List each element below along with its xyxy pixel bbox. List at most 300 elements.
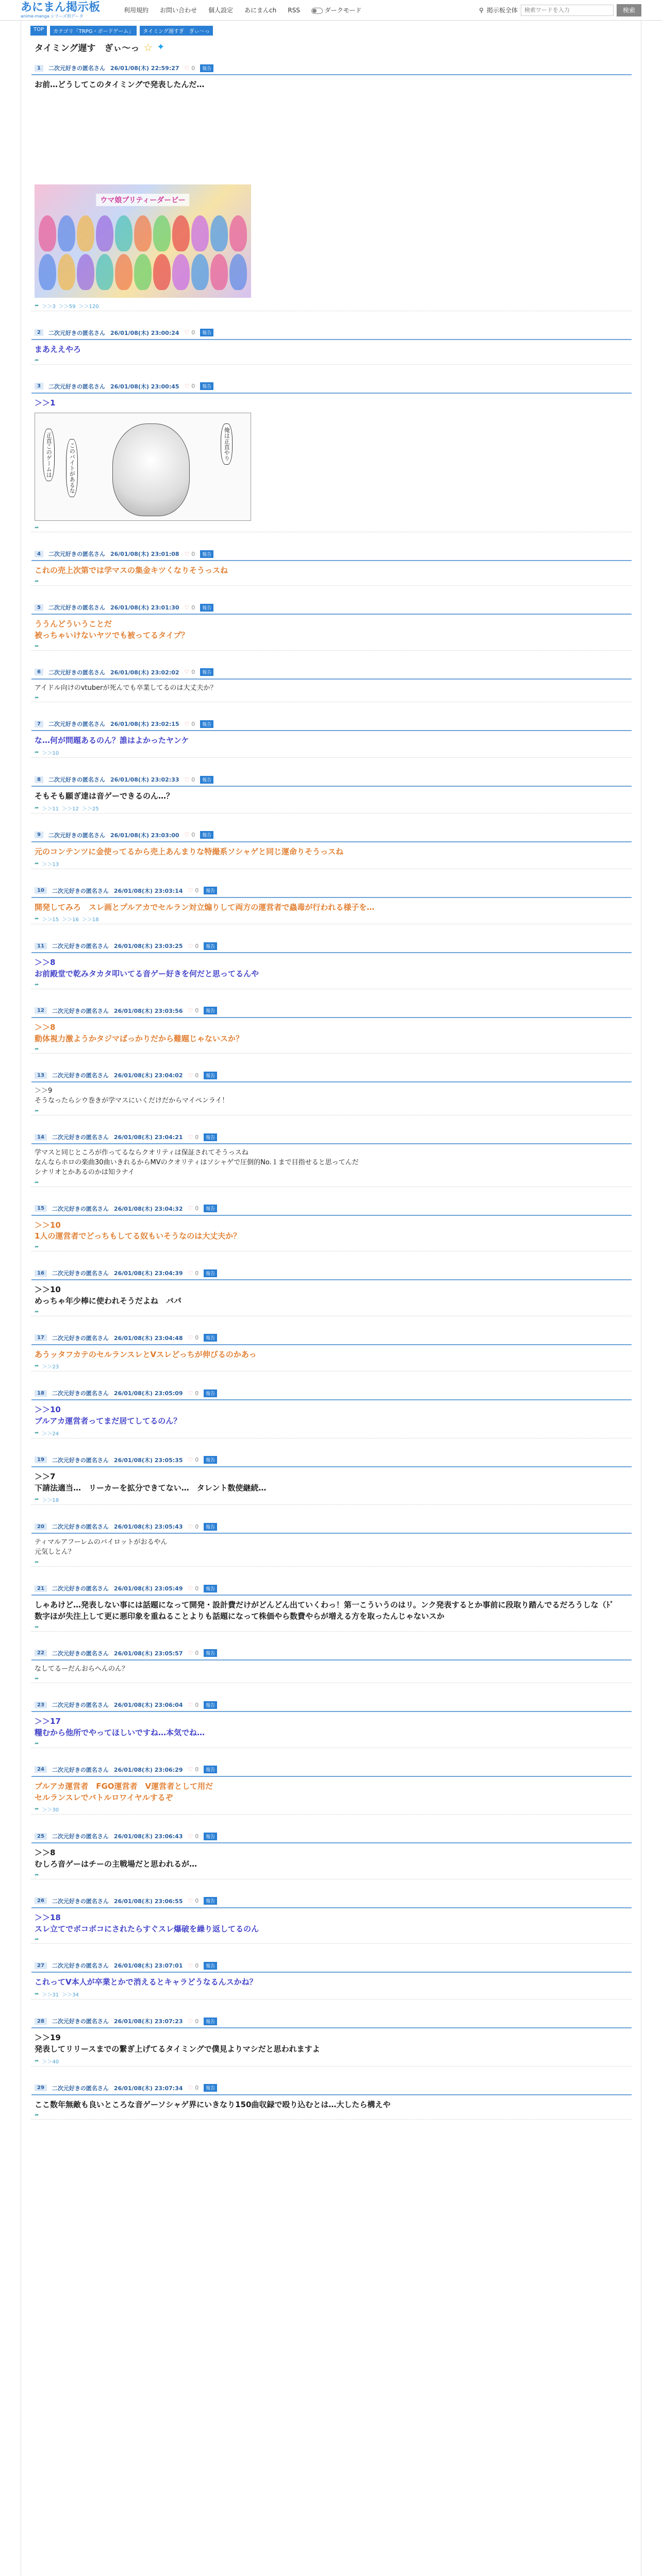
reply-area xyxy=(31,1558,632,1566)
heart-icon: ♡ xyxy=(184,720,190,727)
reply-icon[interactable]: ➦ xyxy=(35,1179,39,1185)
post-date: 26/01/08(木) 23:05:57 xyxy=(113,1650,183,1657)
reply-icon: ➦ xyxy=(35,302,39,309)
toggle-switch-icon[interactable] xyxy=(311,8,323,14)
post-body: ＞＞18 スレ立てでボコボコにされたらすぐスレ爆破を繰り返してるのん xyxy=(35,1912,259,1934)
like-button[interactable] xyxy=(188,1523,199,1530)
report-button[interactable]: 報告 xyxy=(204,887,217,894)
like-button[interactable] xyxy=(188,1205,199,1212)
post-body: ＞＞10 めっちゃ年少棒に使われそうだよね バパ xyxy=(35,1285,181,1306)
main-container xyxy=(21,21,641,2576)
reply-icon[interactable]: ➦ xyxy=(35,1309,39,1315)
nav-rss[interactable]: RSS xyxy=(288,6,300,14)
report-button[interactable]: 報告 xyxy=(200,668,213,676)
like-count: 0 xyxy=(191,383,195,389)
like-button[interactable] xyxy=(188,1766,199,1773)
post-body: まあええやろ xyxy=(35,344,81,354)
search-scope[interactable]: 掲示板全体 xyxy=(486,7,518,14)
post-divider xyxy=(31,74,632,75)
post xyxy=(30,773,632,814)
post-divider xyxy=(31,1842,632,1843)
post-body: ＞＞10 1人の運営者でどっちもしてる奴もいそうなのは大丈夫か？ xyxy=(35,1220,241,1241)
post-header xyxy=(31,327,632,339)
like-button[interactable] xyxy=(185,721,195,727)
poster-name: 二次元好きの匿名さん xyxy=(48,669,105,676)
post-number[interactable]: 23 xyxy=(35,1702,47,1708)
heart-icon: ♡ xyxy=(188,1007,193,1014)
post-date: 26/01/08(木) 23:01:30 xyxy=(110,604,179,611)
post-header xyxy=(31,1131,632,1143)
post-number[interactable]: 3 xyxy=(35,383,43,389)
reply-link[interactable]: ＞＞16 xyxy=(62,917,79,923)
post xyxy=(30,2082,632,2120)
character-figure xyxy=(229,215,247,251)
post-date: 26/01/08(木) 23:02:33 xyxy=(110,776,179,784)
post-number[interactable]: 5 xyxy=(35,604,43,611)
heart-icon: ♡ xyxy=(188,1650,193,1656)
post-header xyxy=(31,1387,632,1399)
like-button[interactable] xyxy=(188,1270,199,1277)
post xyxy=(30,1764,632,1815)
post xyxy=(30,1520,632,1567)
post-body: そもそも願ぎ達は音ゲーできるのん…？ xyxy=(35,791,174,801)
nav-settings[interactable]: 個人設定 xyxy=(208,7,234,14)
report-button[interactable]: 報告 xyxy=(204,1205,217,1212)
heart-icon: ♡ xyxy=(184,329,190,336)
report-button[interactable]: 報告 xyxy=(200,720,213,728)
report-button[interactable]: 報告 xyxy=(204,1007,217,1014)
poster-name: 二次元好きの匿名さん xyxy=(52,943,109,950)
post-date: 26/01/08(木) 23:02:02 xyxy=(110,669,179,676)
dark-mode-toggle[interactable] xyxy=(311,6,361,14)
post-number[interactable]: 29 xyxy=(35,2084,47,2091)
like-button[interactable] xyxy=(188,887,199,894)
report-button[interactable]: 報告 xyxy=(204,1072,217,1079)
post-date: 26/01/08(木) 23:03:00 xyxy=(110,832,179,839)
like-count: 0 xyxy=(195,1072,199,1079)
reply-area xyxy=(31,1107,632,1115)
heart-icon: ♡ xyxy=(184,832,190,839)
like-button[interactable] xyxy=(188,1334,199,1341)
like-button[interactable] xyxy=(185,65,195,72)
poster-name: 二次元好きの匿名さん xyxy=(52,1585,109,1592)
post-date: 26/01/08(木) 23:07:34 xyxy=(113,2084,183,2092)
speech-bubble: このバイトがあるな xyxy=(66,439,78,497)
post-divider xyxy=(31,897,632,898)
poster-name: 二次元好きの匿名さん xyxy=(52,1072,109,1079)
post-number[interactable]: 28 xyxy=(35,2018,47,2025)
like-button[interactable] xyxy=(188,2084,199,2091)
report-button[interactable]: 報告 xyxy=(200,604,213,612)
poster-name: 二次元好きの匿名さん xyxy=(48,604,105,611)
report-button[interactable]: 報告 xyxy=(200,776,213,784)
heart-icon: ♡ xyxy=(188,1701,193,1708)
post-divider xyxy=(31,730,632,731)
post-footer-divider xyxy=(31,813,632,814)
favorite-star-icon[interactable]: ☆ xyxy=(143,41,153,54)
post xyxy=(30,1699,632,1748)
post-number[interactable]: 21 xyxy=(35,1585,47,1592)
report-button[interactable]: 報告 xyxy=(200,329,213,336)
like-button[interactable] xyxy=(188,2018,199,2025)
like-count: 0 xyxy=(195,1456,199,1464)
like-button[interactable] xyxy=(185,329,195,336)
like-button[interactable] xyxy=(188,1072,199,1079)
reply-link[interactable]: ＞＞30 xyxy=(42,1807,59,1814)
reply-area xyxy=(31,642,632,650)
speech-bubble: 正直このゲームは xyxy=(43,429,55,481)
post-body: ううんどういうことだ 被っちゃいけないヤツでも被ってるタイプ？ xyxy=(35,619,189,640)
post-divider xyxy=(31,1533,632,1534)
like-count: 0 xyxy=(195,1766,199,1773)
post-divider xyxy=(31,841,632,842)
post-date: 26/01/08(木) 23:06:04 xyxy=(113,1702,183,1709)
report-button[interactable]: 報告 xyxy=(200,550,213,558)
like-button[interactable] xyxy=(185,832,195,838)
post-divider xyxy=(31,952,632,953)
breadcrumb-top[interactable]: TOP xyxy=(30,26,47,36)
post-header xyxy=(31,773,632,786)
post-date: 26/01/08(木) 23:04:39 xyxy=(113,1270,183,1277)
post-date: 26/01/08(木) 23:05:43 xyxy=(113,1523,183,1531)
reply-link[interactable]: ＞＞31 xyxy=(42,1992,59,1998)
like-button[interactable] xyxy=(188,1897,199,1904)
reply-links xyxy=(31,748,632,757)
post-header xyxy=(31,940,632,952)
post-footer-divider xyxy=(31,1943,632,1944)
reply-link[interactable]: ＞＞10 xyxy=(42,751,59,757)
reply-link[interactable]: ＞＞23 xyxy=(42,1364,59,1370)
report-button[interactable]: 報告 xyxy=(204,1649,217,1657)
report-button[interactable]: 報告 xyxy=(204,2018,217,2025)
post-number[interactable]: 26 xyxy=(35,1897,47,1904)
reply-link[interactable]: ＞＞18 xyxy=(81,917,99,923)
post-number[interactable]: 7 xyxy=(35,721,43,727)
like-count: 0 xyxy=(191,720,195,727)
poster-name: 二次元好きの匿名さん xyxy=(52,1007,109,1014)
post-image[interactable] xyxy=(35,184,251,298)
reply-icon[interactable]: ➦ xyxy=(35,1244,39,1250)
like-button[interactable] xyxy=(188,1962,199,1969)
reply-link[interactable]: ＞＞120 xyxy=(78,303,99,310)
breadcrumb-category[interactable]: カテゴリ「TRPG・ボードゲーム」 xyxy=(50,26,137,36)
like-button[interactable] xyxy=(188,1456,199,1463)
reply-icon[interactable]: ➦ xyxy=(35,695,39,701)
report-button[interactable]: 報告 xyxy=(204,1389,217,1397)
post-body: ＞＞17 糧むから他所でやってほしいですね…本気でね… xyxy=(35,1717,205,1738)
like-button[interactable] xyxy=(188,1650,199,1656)
like-button[interactable] xyxy=(188,1702,199,1708)
reply-links xyxy=(31,914,632,924)
post-header xyxy=(31,2015,632,2027)
reply-icon: ➦ xyxy=(35,916,39,922)
like-button[interactable] xyxy=(185,776,195,783)
post-header xyxy=(31,380,632,393)
character-figure xyxy=(77,254,94,290)
post-header xyxy=(31,2082,632,2094)
post-header xyxy=(31,1582,632,1595)
reply-links xyxy=(31,1989,632,1999)
post xyxy=(30,1387,632,1438)
post-header xyxy=(31,1332,632,1344)
post-number[interactable]: 18 xyxy=(35,1390,47,1397)
site-logo[interactable] xyxy=(21,2,119,19)
character-figure xyxy=(229,254,247,290)
reply-icon[interactable]: ➦ xyxy=(35,1046,39,1053)
post-divider xyxy=(31,786,632,787)
post-number[interactable]: 2 xyxy=(35,329,43,336)
post xyxy=(30,601,632,651)
post-divider xyxy=(31,1659,632,1660)
post-body: ティマルアフーレムのパイロットがおるやん 元気しとん？ xyxy=(35,1538,168,1556)
like-button[interactable] xyxy=(188,1833,199,1840)
report-button[interactable]: 報告 xyxy=(204,2084,217,2092)
post-footer-divider xyxy=(31,1053,632,1054)
like-count: 0 xyxy=(191,550,195,557)
like-count: 0 xyxy=(191,669,195,675)
reply-link[interactable]: ＞＞34 xyxy=(62,1992,79,1998)
report-button[interactable]: 報告 xyxy=(204,942,217,950)
speech-bubble: 俺は正直やり xyxy=(221,423,233,465)
post-number[interactable]: 11 xyxy=(35,943,47,950)
report-button[interactable]: 報告 xyxy=(204,1334,217,1342)
reply-link[interactable]: ＞＞59 xyxy=(58,303,76,310)
reply-link[interactable]: ＞＞24 xyxy=(42,1431,59,1437)
post-number[interactable]: 27 xyxy=(35,1962,47,1969)
post xyxy=(30,1830,632,1879)
post-header xyxy=(31,1699,632,1711)
reply-links xyxy=(31,1361,632,1371)
post-number[interactable]: 20 xyxy=(35,1523,47,1530)
post-number[interactable]: 9 xyxy=(35,832,43,838)
post-body: ＞＞8 むしろ音ゲーはチーの主戦場だと思われるが… xyxy=(35,1848,197,1869)
post-number[interactable]: 1 xyxy=(35,65,43,72)
post-divider xyxy=(31,339,632,340)
post xyxy=(30,1267,632,1316)
report-button[interactable]: 報告 xyxy=(200,382,213,390)
post-divider xyxy=(31,1215,632,1216)
nav-terms[interactable]: 利用規約 xyxy=(124,7,149,14)
like-button[interactable] xyxy=(188,1585,199,1592)
breadcrumb-thread[interactable]: タイミング遅すぎ ぎぃ〜っ xyxy=(140,26,213,36)
reply-link[interactable]: ＞＞3 xyxy=(42,303,56,310)
post-number[interactable]: 17 xyxy=(35,1334,47,1341)
like-count: 0 xyxy=(195,1133,199,1141)
post-number[interactable]: 16 xyxy=(35,1270,47,1277)
reply-link[interactable]: ＞＞12 xyxy=(62,806,79,812)
heart-icon: ♡ xyxy=(184,550,190,557)
post xyxy=(30,885,632,925)
heart-icon: ♡ xyxy=(188,1133,193,1141)
poster-name: 二次元好きの匿名さん xyxy=(52,1205,109,1212)
reply-links xyxy=(31,859,632,869)
post-body: なしてるーだんおらへんのん？ xyxy=(35,1665,129,1673)
post-header xyxy=(31,548,632,560)
reply-icon[interactable]: ➦ xyxy=(35,1937,39,1943)
post-header xyxy=(31,885,632,897)
like-button[interactable] xyxy=(188,943,199,950)
post xyxy=(30,548,632,586)
post-number[interactable]: 8 xyxy=(35,776,43,783)
post-divider xyxy=(31,560,632,561)
post-image[interactable] xyxy=(35,413,251,521)
like-count: 0 xyxy=(195,1389,199,1397)
character-figure xyxy=(58,254,75,290)
reply-icon[interactable]: ➦ xyxy=(35,1560,39,1565)
heart-icon: ♡ xyxy=(188,1269,193,1277)
heart-icon: ♡ xyxy=(184,604,190,611)
report-button[interactable]: 報告 xyxy=(204,1585,217,1592)
post-divider xyxy=(31,393,632,394)
post-header xyxy=(31,1005,632,1017)
reply-area xyxy=(31,694,632,702)
nav-contact[interactable]: お問い合わせ xyxy=(160,7,197,14)
post xyxy=(30,1582,632,1632)
like-count: 0 xyxy=(191,329,195,336)
like-button[interactable] xyxy=(188,1007,199,1014)
reply-icon[interactable]: ➦ xyxy=(35,2112,39,2119)
like-count: 0 xyxy=(195,1650,199,1656)
post-date: 26/01/08(木) 23:01:08 xyxy=(110,551,179,558)
reply-icon: ➦ xyxy=(35,1363,39,1369)
post-header xyxy=(31,1069,632,1081)
report-button[interactable]: 報告 xyxy=(200,831,213,839)
reply-icon[interactable]: ➦ xyxy=(35,1676,39,1682)
post-number[interactable]: 22 xyxy=(35,1650,47,1656)
like-count: 0 xyxy=(191,604,195,611)
reply-icon: ➦ xyxy=(35,805,39,811)
post-number[interactable]: 24 xyxy=(35,1766,47,1773)
post-number[interactable]: 12 xyxy=(35,1007,47,1014)
reply-icon[interactable]: ➦ xyxy=(35,525,39,531)
post xyxy=(30,1647,632,1684)
post-header xyxy=(31,1764,632,1776)
like-count: 0 xyxy=(195,887,199,894)
search-button[interactable]: 検索 xyxy=(617,4,641,16)
reply-icon[interactable]: ➦ xyxy=(35,1624,39,1630)
reply-icon[interactable]: ➦ xyxy=(35,981,39,988)
post xyxy=(30,718,632,758)
post-number[interactable]: 13 xyxy=(35,1072,47,1079)
post-number[interactable]: 19 xyxy=(35,1456,47,1463)
reply-icon[interactable]: ➦ xyxy=(35,1872,39,1878)
like-button[interactable] xyxy=(185,604,195,611)
site-header xyxy=(0,0,662,21)
like-button[interactable] xyxy=(188,1134,199,1141)
reply-link[interactable]: ＞＞25 xyxy=(81,806,99,812)
nav-animanch[interactable]: あにまんch xyxy=(244,7,277,14)
post-number[interactable]: 6 xyxy=(35,669,43,675)
post-footer-divider xyxy=(31,757,632,758)
reply-area xyxy=(31,1675,632,1683)
report-button[interactable]: 報告 xyxy=(204,1456,217,1464)
like-button[interactable] xyxy=(185,383,195,389)
post xyxy=(30,62,632,311)
report-button[interactable]: 報告 xyxy=(204,1962,217,1970)
reply-link[interactable]: ＞＞18 xyxy=(42,1498,59,1504)
post-number[interactable]: 14 xyxy=(35,1134,47,1141)
post-date: 26/01/08(木) 23:06:29 xyxy=(113,1766,183,1773)
post-header xyxy=(31,1267,632,1279)
post xyxy=(30,1454,632,1505)
report-button[interactable]: 報告 xyxy=(200,64,213,72)
post-body: ＞＞1 xyxy=(35,398,56,408)
reply-link[interactable]: ＞＞40 xyxy=(42,2059,59,2065)
poster-name: 二次元好きの匿名さん xyxy=(48,65,105,72)
post-body: これの売上次第では学マスの集金キツくなりそうっスね xyxy=(35,566,228,575)
post xyxy=(30,1005,632,1054)
reply-icon[interactable]: ➦ xyxy=(35,579,39,584)
twitter-share-icon[interactable]: ✦ xyxy=(157,42,165,53)
logo-subtitle: anime-manga シリーズ用データ xyxy=(21,13,84,19)
poster-name: 二次元好きの匿名さん xyxy=(52,1523,109,1531)
reply-area xyxy=(31,1871,632,1879)
post-body: しゃあけど…発表しない事には話題になって開発・設計費だけがどんどん出ていくわっ！第一こういうのはリ。ンク発表するとか事前に段取り踏んでるだろうしな（ﾄﾞ 数字ほが失注上して更に悪印象を重ねることよりも話題になって株価やら数費やらが増える方を取ったんじゃないスか xyxy=(35,1600,614,1621)
reply-link[interactable]: ＞＞11 xyxy=(42,806,59,812)
post-number[interactable]: 4 xyxy=(35,551,43,557)
like-count: 0 xyxy=(191,832,195,839)
report-button[interactable]: 報告 xyxy=(204,1269,217,1277)
reply-link[interactable]: ＞＞13 xyxy=(42,861,59,868)
report-button[interactable]: 報告 xyxy=(204,1701,217,1709)
reply-icon[interactable]: ➦ xyxy=(35,643,39,649)
post-body: ＞＞10 ブルアカ運営者ってまだ居てしてるのん？ xyxy=(35,1405,181,1426)
report-button[interactable]: 報告 xyxy=(204,1897,217,1905)
poster-name: 二次元好きの匿名さん xyxy=(52,1702,109,1709)
character-figure xyxy=(191,254,209,290)
post-divider xyxy=(31,1344,632,1345)
post-header xyxy=(31,1647,632,1659)
post-number[interactable]: 25 xyxy=(35,1833,47,1840)
reply-link[interactable]: ＞＞15 xyxy=(42,917,59,923)
heart-icon: ♡ xyxy=(188,887,193,894)
reply-icon[interactable]: ➦ xyxy=(35,357,39,363)
post-body: 元のコンテンツに金使ってるから売上あんまりな特撮系ソシャゲと同じ運命りそうっスね xyxy=(35,846,343,856)
like-button[interactable] xyxy=(188,1390,199,1397)
logo-title: あにまん掲示板 xyxy=(21,1,101,14)
reply-icon[interactable]: ➦ xyxy=(35,1108,39,1114)
search-input[interactable] xyxy=(521,5,614,16)
character-figure xyxy=(153,215,171,251)
post-footer-divider xyxy=(31,1814,632,1815)
report-button[interactable]: 報告 xyxy=(204,1523,217,1531)
character-figure xyxy=(134,254,152,290)
report-button[interactable]: 報告 xyxy=(204,1133,217,1141)
poster-name: 二次元好きの匿名さん xyxy=(48,551,105,558)
search-icon: ⚲ xyxy=(479,6,484,14)
post-header xyxy=(31,601,632,614)
heart-icon: ♡ xyxy=(188,1389,193,1397)
page-title: タイミング遅す ぎぃ〜っ xyxy=(35,43,140,54)
poster-name: 二次元好きの匿名さん xyxy=(48,832,105,839)
like-button[interactable] xyxy=(185,551,195,557)
post-number[interactable]: 15 xyxy=(35,1205,47,1212)
post-divider xyxy=(31,1711,632,1712)
image-title: ウマ娘プリティーダービー xyxy=(96,194,189,206)
poster-name: 二次元好きの匿名さん xyxy=(52,1334,109,1342)
report-button[interactable]: 報告 xyxy=(204,1833,217,1840)
post-body: ここ数年無敵も良いところな音ゲーソシャゲ界にいきなり150曲収録で殴り込むとは…大したら構えや xyxy=(35,2099,391,2109)
report-button[interactable]: 報告 xyxy=(204,1766,217,1773)
heart-icon: ♡ xyxy=(188,1334,193,1342)
like-button[interactable] xyxy=(185,669,195,675)
reply-icon[interactable]: ➦ xyxy=(35,1740,39,1747)
character-figure xyxy=(172,254,190,290)
post-body: お前…どうしてこのタイミングで発表したんだ… xyxy=(35,80,205,89)
post-date: 26/01/08(木) 23:04:48 xyxy=(113,1334,183,1342)
post-number[interactable]: 10 xyxy=(35,887,47,894)
heart-icon: ♡ xyxy=(188,1962,193,1969)
